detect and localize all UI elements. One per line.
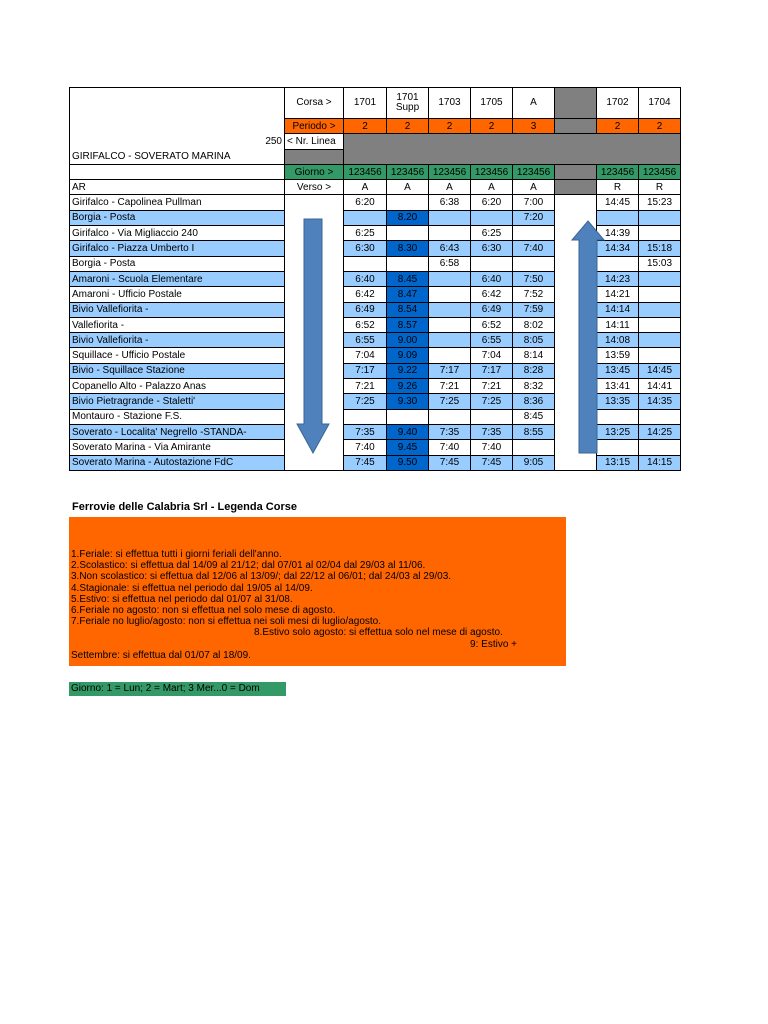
giorno-cell: 123456: [344, 164, 387, 179]
time-cell: 14:14: [597, 302, 639, 317]
time-cell: 7:20: [513, 210, 555, 225]
time-cell: 6:25: [344, 226, 387, 241]
time-cell: 13:59: [597, 348, 639, 363]
verso-cell: A: [471, 180, 513, 195]
time-cell: [513, 440, 555, 455]
header-blank: [70, 119, 285, 134]
time-cell: [471, 210, 513, 225]
time-cell: 7:40: [344, 440, 387, 455]
time-cell: 15:03: [639, 256, 681, 271]
periodo-cell: 2: [387, 119, 429, 134]
table-row: [70, 195, 681, 210]
time-cell: 7:45: [344, 455, 387, 470]
stop-name: Girifalco - Capolinea Pullman: [70, 195, 285, 210]
time-cell: 7:21: [471, 379, 513, 394]
time-cell: 7:17: [471, 363, 513, 378]
corsa-label: Corsa >: [285, 88, 344, 119]
separator-cell: [555, 195, 597, 210]
time-cell: 6:55: [471, 333, 513, 348]
time-cell: 6:30: [344, 241, 387, 256]
time-cell: [429, 287, 471, 302]
giorno-cell: 123456: [429, 164, 471, 179]
time-cell: 14:45: [597, 195, 639, 210]
stop-name: Soverato - Localita' Negrello -STANDA-: [70, 424, 285, 439]
route-grey: [285, 149, 344, 164]
giorno-row: [70, 164, 681, 179]
time-cell: 6:20: [471, 195, 513, 210]
time-cell: [387, 409, 429, 424]
giorno-label: Giorno >: [285, 164, 344, 179]
time-cell: 7:40: [513, 241, 555, 256]
giorno-cell: 123456: [639, 164, 681, 179]
time-cell: 8:45: [513, 409, 555, 424]
time-cell: [387, 226, 429, 241]
time-cell: 8:36: [513, 394, 555, 409]
time-cell: 9.45: [387, 440, 429, 455]
time-cell: [429, 348, 471, 363]
time-cell: 8:32: [513, 379, 555, 394]
time-cell: [639, 302, 681, 317]
corsa-cell: A: [513, 88, 555, 119]
time-cell: [429, 210, 471, 225]
time-cell: [471, 409, 513, 424]
time-cell: 6:52: [344, 317, 387, 332]
time-cell: 13:35: [597, 394, 639, 409]
stop-name: Bivio - Squillace Stazione: [70, 363, 285, 378]
time-cell: [429, 409, 471, 424]
stop-name: Copanello Alto - Palazzo Anas: [70, 379, 285, 394]
time-cell: 14:45: [639, 363, 681, 378]
time-cell: 7:59: [513, 302, 555, 317]
corsa-row: [70, 88, 681, 119]
stop-name: Amaroni - Ufficio Postale: [70, 287, 285, 302]
corsa-cell: 1704: [639, 88, 681, 119]
time-cell: [639, 210, 681, 225]
corsa-cell: 1705: [471, 88, 513, 119]
giorno-cell: 123456: [387, 164, 429, 179]
time-cell: 8.20: [387, 210, 429, 225]
corsa-cell: 1703: [429, 88, 471, 119]
arrow-up-icon: [571, 220, 605, 454]
time-cell: 7:40: [471, 440, 513, 455]
time-cell: 7:21: [344, 379, 387, 394]
legend-lines: [71, 549, 561, 661]
linea-label: < Nr. Linea: [285, 134, 344, 149]
legend-box: [69, 517, 566, 666]
time-cell: 14:34: [597, 241, 639, 256]
header-blank: [70, 88, 285, 119]
time-cell: [429, 302, 471, 317]
time-cell: [513, 256, 555, 271]
linea-number: 250: [70, 134, 285, 149]
time-cell: [344, 256, 387, 271]
time-cell: 7:00: [513, 195, 555, 210]
legend-title: Ferrovie delle Calabria Srl - Legenda Corse: [72, 501, 297, 513]
giorno-cell: 123456: [471, 164, 513, 179]
time-cell: 7:40: [429, 440, 471, 455]
time-cell: [471, 256, 513, 271]
time-cell: [344, 210, 387, 225]
time-cell: 6:30: [471, 241, 513, 256]
verso-row: [70, 180, 681, 195]
time-cell: 13:45: [597, 363, 639, 378]
corsa-cell: 1701: [344, 88, 387, 119]
time-cell: 13:25: [597, 424, 639, 439]
time-cell: 14:39: [597, 226, 639, 241]
stop-name: Girifalco - Piazza Umberto I: [70, 241, 285, 256]
time-cell: 14:08: [597, 333, 639, 348]
time-cell: 9.00: [387, 333, 429, 348]
time-cell: 13:15: [597, 455, 639, 470]
time-cell: 14:23: [597, 271, 639, 286]
time-cell: 14:41: [639, 379, 681, 394]
time-cell: [639, 440, 681, 455]
arrow-column-cell: [285, 455, 344, 470]
time-cell: 8.47: [387, 287, 429, 302]
corsa-cell: 1702: [597, 88, 639, 119]
time-cell: [639, 271, 681, 286]
time-cell: 6:20: [344, 195, 387, 210]
time-cell: 8:02: [513, 317, 555, 332]
time-cell: [429, 317, 471, 332]
time-cell: [639, 348, 681, 363]
legend-line: 9: Estivo +: [470, 638, 517, 650]
table-row: [70, 455, 681, 470]
route-name: GIRIFALCO - SOVERATO MARINA: [70, 149, 285, 164]
time-cell: 7:17: [344, 363, 387, 378]
legend-line: 3.Non scolastico: si effettua dal 12/06 al 13/09/; dal 22/12 al 06/01; dal 24/03 al 29/03.: [71, 571, 452, 583]
time-cell: 6:25: [471, 226, 513, 241]
giorno-cell: 123456: [513, 164, 555, 179]
legend-line: 4.Stagionale: si effettua nel periodo dal 19/05 al 14/09.: [71, 582, 313, 594]
time-cell: 14:21: [597, 287, 639, 302]
time-cell: 8.54: [387, 302, 429, 317]
legend-line: 2.Scolastico: si effettua dal 14/09 al 21/12; dal 07/01 al 02/04 dal 29/03 al 11/06.: [71, 560, 426, 572]
stop-name: Bivio Vallefiorita -: [70, 302, 285, 317]
time-cell: 7:04: [471, 348, 513, 363]
time-cell: 6:52: [471, 317, 513, 332]
time-cell: [387, 195, 429, 210]
time-cell: 7:45: [429, 455, 471, 470]
time-cell: 14:25: [639, 424, 681, 439]
time-cell: 7:35: [429, 424, 471, 439]
time-cell: 8:14: [513, 348, 555, 363]
stop-name: Vallefiorita -: [70, 317, 285, 332]
time-cell: 8.45: [387, 271, 429, 286]
time-cell: [639, 287, 681, 302]
verso-cell: A: [513, 180, 555, 195]
stop-name: Borgia - Posta: [70, 256, 285, 271]
periodo-cell: 2: [639, 119, 681, 134]
time-cell: 8:55: [513, 424, 555, 439]
time-cell: 6:49: [471, 302, 513, 317]
time-cell: 7:17: [429, 363, 471, 378]
header-blank: [70, 164, 285, 179]
periodo-label: Periodo >: [285, 119, 344, 134]
time-cell: 6:40: [471, 271, 513, 286]
time-cell: 7:35: [471, 424, 513, 439]
time-cell: 9.40: [387, 424, 429, 439]
time-cell: 7:52: [513, 287, 555, 302]
time-cell: 6:43: [429, 241, 471, 256]
time-cell: 14:15: [639, 455, 681, 470]
verso-cell: R: [639, 180, 681, 195]
stop-name: Soverato Marina - Autostazione FdC: [70, 455, 285, 470]
periodo-cell: 2: [471, 119, 513, 134]
legend-line: 7.Feriale no luglio/agosto: non si effettua nei soli mesi di luglio/agosto.: [71, 616, 382, 628]
time-cell: 15:23: [639, 195, 681, 210]
time-cell: 7:25: [471, 394, 513, 409]
time-cell: 9:05: [513, 455, 555, 470]
verso-cell: [555, 180, 597, 195]
periodo-cell: 2: [429, 119, 471, 134]
time-cell: 7:25: [429, 394, 471, 409]
time-cell: [639, 226, 681, 241]
periodo-cell: 3: [513, 119, 555, 134]
time-cell: 6:42: [344, 287, 387, 302]
time-cell: 7:35: [344, 424, 387, 439]
separator-cell: [555, 455, 597, 470]
time-cell: 9.09: [387, 348, 429, 363]
verso-cell: A: [387, 180, 429, 195]
time-cell: 8:28: [513, 363, 555, 378]
stop-name: Bivio Pietragrande - Staletti': [70, 394, 285, 409]
time-cell: 7:04: [344, 348, 387, 363]
legend-line: Settembre: si effettua dal 01/07 al 18/09.: [71, 649, 251, 661]
time-cell: [387, 256, 429, 271]
time-cell: 6:58: [429, 256, 471, 271]
time-cell: [429, 333, 471, 348]
periodo-cell: 2: [597, 119, 639, 134]
linea-grey-band: [344, 134, 681, 165]
time-cell: 8.57: [387, 317, 429, 332]
stop-name: Squillace - Ufficio Postale: [70, 348, 285, 363]
legend-line: 1.Feriale: si effettua tutti i giorni feriali dell'anno.: [71, 549, 282, 560]
stop-name: Bivio Vallefiorita -: [70, 333, 285, 348]
corsa-cell: 1701 Supp: [387, 88, 429, 119]
time-cell: 7:21: [429, 379, 471, 394]
time-cell: [639, 333, 681, 348]
verso-cell: A: [429, 180, 471, 195]
time-cell: [429, 271, 471, 286]
linea-row: [70, 134, 681, 149]
time-cell: 6:49: [344, 302, 387, 317]
time-cell: 13:41: [597, 379, 639, 394]
time-cell: 6:42: [471, 287, 513, 302]
time-cell: 8:05: [513, 333, 555, 348]
corsa-cell: [555, 88, 597, 119]
periodo-cell: [555, 119, 597, 134]
giorno-cell: 123456: [597, 164, 639, 179]
stop-name: Soverato Marina - Via Amirante: [70, 440, 285, 455]
time-cell: 9.50: [387, 455, 429, 470]
stop-name: Borgia - Posta: [70, 210, 285, 225]
arrow-down-icon: [296, 218, 330, 454]
giorno-note: Giorno: 1 = Lun; 2 = Mart; 3 Mer...0 = Dom: [69, 682, 286, 696]
time-cell: [429, 226, 471, 241]
legend-line: 5.Estivo: si effettua nel periodo dal 01/07 al 31/08.: [71, 593, 293, 605]
time-cell: 9.26: [387, 379, 429, 394]
verso-label: Verso >: [285, 180, 344, 195]
time-cell: 7:25: [344, 394, 387, 409]
periodo-row: [70, 119, 681, 134]
stop-name: Girifalco - Via Migliaccio 240: [70, 226, 285, 241]
giorno-cell: [555, 164, 597, 179]
time-cell: [513, 226, 555, 241]
time-cell: [639, 409, 681, 424]
stop-name: Amaroni - Scuola Elementare: [70, 271, 285, 286]
arrow-column-cell: [285, 195, 344, 210]
time-cell: 14:11: [597, 317, 639, 332]
time-cell: 15:18: [639, 241, 681, 256]
time-cell: 6:40: [344, 271, 387, 286]
time-cell: 6:38: [429, 195, 471, 210]
time-cell: [344, 409, 387, 424]
ar-label: AR: [70, 180, 285, 195]
time-cell: 6:55: [344, 333, 387, 348]
legend-line: 6.Feriale no agosto: non si effettua nel solo mese di agosto.: [71, 605, 336, 617]
periodo-cell: 2: [344, 119, 387, 134]
time-cell: [639, 317, 681, 332]
legend-line: 8.Estivo solo agosto: si effettua solo nel mese di agosto.: [254, 627, 503, 639]
time-cell: 8.30: [387, 241, 429, 256]
time-cell: 9.22: [387, 363, 429, 378]
stop-name: Montauro - Stazione F.S.: [70, 409, 285, 424]
time-cell: 7:50: [513, 271, 555, 286]
verso-cell: R: [597, 180, 639, 195]
time-cell: 9.30: [387, 394, 429, 409]
time-cell: 7:45: [471, 455, 513, 470]
time-cell: 14:35: [639, 394, 681, 409]
verso-cell: A: [344, 180, 387, 195]
